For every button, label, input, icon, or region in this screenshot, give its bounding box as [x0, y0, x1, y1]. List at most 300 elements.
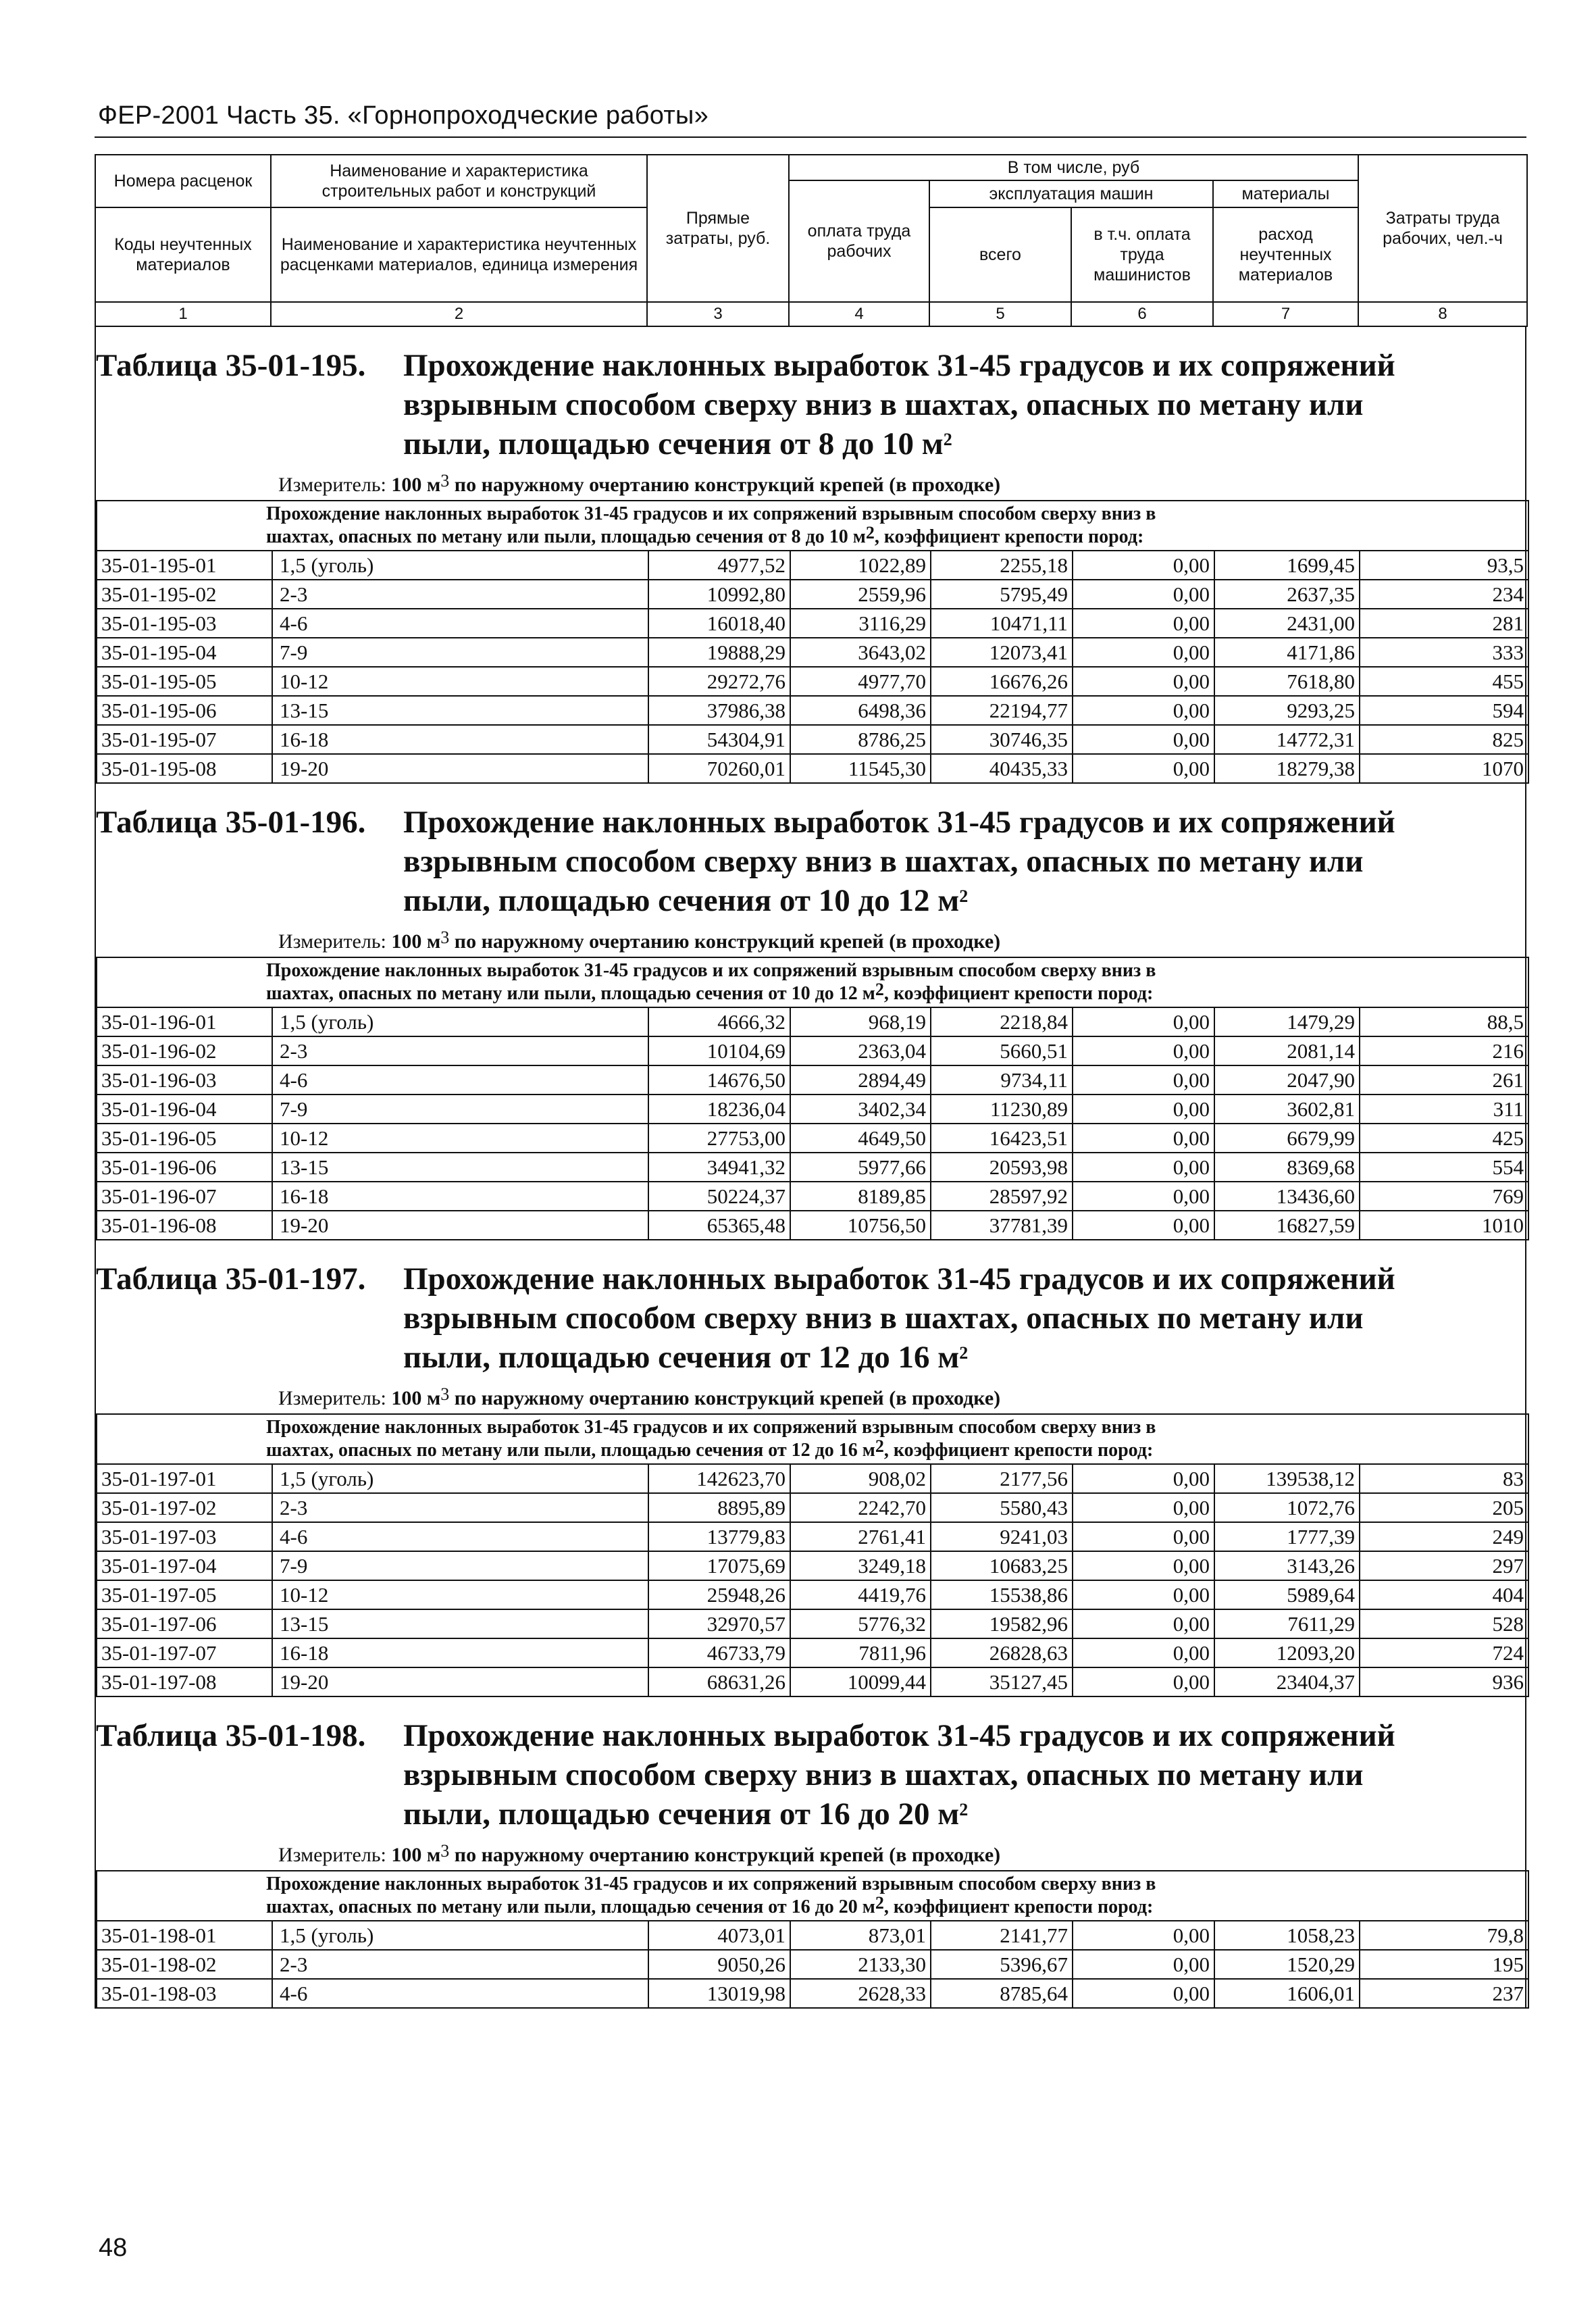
col3-header: Прямые затраты, руб.	[647, 155, 789, 302]
labor-wages: 2894,49	[790, 1065, 931, 1095]
work-description	[97, 957, 1528, 1007]
materials-costs: 4171,86	[1214, 638, 1360, 667]
title-line: пыли, площадью сечения от 16 до 20 м	[403, 1796, 960, 1832]
labor-wages: 7811,96	[790, 1638, 931, 1667]
meter-unit: 100 м	[391, 474, 441, 496]
table-row	[97, 1667, 1528, 1696]
work-parameter: 4-6	[272, 1065, 648, 1095]
labor-hours: 234	[1360, 580, 1528, 609]
table-row	[97, 1522, 1528, 1551]
labor-wages: 3249,18	[790, 1551, 931, 1580]
materials-costs: 13436,60	[1214, 1182, 1360, 1211]
labor-wages: 3402,34	[790, 1095, 931, 1124]
work-parameter: 19-20	[272, 1211, 648, 1240]
rate-code: 35-01-195-07	[97, 725, 272, 754]
description-superscript: 2	[875, 1436, 884, 1456]
rate-table-section	[95, 1697, 1526, 2009]
rate-code: 35-01-196-03	[97, 1065, 272, 1095]
rate-code: 35-01-198-03	[97, 1979, 272, 2008]
direct-costs: 34941,32	[648, 1153, 790, 1182]
work-parameter: 19-20	[272, 1667, 648, 1696]
labor-wages: 11545,30	[790, 754, 931, 783]
meter-superscript: 3	[440, 471, 450, 491]
meter-superscript: 3	[440, 1841, 450, 1861]
direct-costs: 142623,70	[648, 1464, 790, 1493]
table-row	[97, 1036, 1528, 1065]
materials-costs: 1072,76	[1214, 1493, 1360, 1522]
labor-wages: 968,19	[790, 1007, 931, 1036]
description-line: Прохождение наклонных выработок 31-45 градусов и их сопряжений взрывным способом сверху вниз в	[266, 1873, 1156, 1894]
rate-code: 35-01-198-02	[97, 1950, 272, 1979]
col-number: 6	[1071, 302, 1213, 326]
labor-wages: 6498,36	[790, 696, 931, 725]
table-row	[97, 1979, 1528, 2008]
machinist-wages: 0,00	[1073, 1493, 1214, 1522]
document-frame	[95, 154, 1526, 2009]
table-row	[97, 1153, 1528, 1182]
table-number: Таблица 35-01-196.	[96, 805, 366, 840]
table-row	[97, 725, 1528, 754]
table-number: Таблица 35-01-197.	[96, 1261, 366, 1297]
labor-wages: 1022,89	[790, 551, 931, 580]
machinist-wages: 0,00	[1073, 1007, 1214, 1036]
work-parameter: 4-6	[272, 1979, 648, 2008]
labor-hours: 297	[1360, 1551, 1528, 1580]
table-row	[97, 551, 1528, 580]
rate-code: 35-01-195-01	[97, 551, 272, 580]
labor-wages: 4977,70	[790, 667, 931, 696]
work-parameter: 4-6	[272, 609, 648, 638]
machinist-wages: 0,00	[1073, 1095, 1214, 1124]
labor-hours: 594	[1360, 696, 1528, 725]
table-row	[97, 1580, 1528, 1609]
title-line: взрывным способом сверху вниз в шахтах, опасных по метану или	[403, 1301, 1364, 1336]
materials-costs: 6679,99	[1214, 1124, 1360, 1153]
materials-costs: 1058,23	[1214, 1921, 1360, 1950]
labor-hours: 205	[1360, 1493, 1528, 1522]
machinist-wages: 0,00	[1073, 1522, 1214, 1551]
table-title	[96, 327, 1525, 470]
table-row	[97, 696, 1528, 725]
title-line: Прохождение наклонных выработок 31-45 градусов и их сопряжений	[403, 805, 1395, 840]
machine-costs: 15538,86	[931, 1580, 1073, 1609]
machinist-wages: 0,00	[1073, 1464, 1214, 1493]
rate-code: 35-01-197-03	[97, 1522, 272, 1551]
machinist-wages: 0,00	[1073, 754, 1214, 783]
meter-superscript: 3	[440, 1384, 450, 1404]
machinist-wages: 0,00	[1073, 1638, 1214, 1667]
machinist-wages: 0,00	[1073, 1609, 1214, 1638]
rate-table	[96, 500, 1529, 784]
work-parameter: 7-9	[272, 638, 648, 667]
meter-description: по наружному очертанию конструкций крепей (в проходке)	[454, 474, 1001, 496]
meter-unit: 100 м	[391, 1387, 441, 1409]
materials-costs: 16827,59	[1214, 1211, 1360, 1240]
labor-hours: 769	[1360, 1182, 1528, 1211]
rate-code: 35-01-196-08	[97, 1211, 272, 1240]
machine-costs: 19582,96	[931, 1609, 1073, 1638]
rate-code: 35-01-196-04	[97, 1095, 272, 1124]
labor-hours: 1070	[1360, 754, 1528, 783]
labor-hours: 237	[1360, 1979, 1528, 2008]
title-line: пыли, площадью сечения от 8 до 10 м	[403, 426, 944, 461]
table-row	[97, 1551, 1528, 1580]
table-row	[97, 1182, 1528, 1211]
direct-costs: 18236,04	[648, 1095, 790, 1124]
rate-code: 35-01-195-06	[97, 696, 272, 725]
col5-header: всего	[929, 207, 1071, 302]
work-parameter: 2-3	[272, 1036, 648, 1065]
meter-unit: 100 м	[391, 1844, 441, 1866]
meter-label: Измеритель:	[278, 1387, 386, 1409]
work-parameter: 13-15	[272, 1153, 648, 1182]
unit-of-measure	[96, 927, 1525, 957]
title-line: пыли, площадью сечения от 10 до 12 м	[403, 883, 960, 918]
materials-costs: 14772,31	[1214, 725, 1360, 754]
labor-wages: 908,02	[790, 1464, 931, 1493]
labor-wages: 10099,44	[790, 1667, 931, 1696]
direct-costs: 16018,40	[648, 609, 790, 638]
labor-wages: 5776,32	[790, 1609, 931, 1638]
machine-costs: 2177,56	[931, 1464, 1073, 1493]
table-row	[97, 1211, 1528, 1240]
labor-wages: 2133,30	[790, 1950, 931, 1979]
machine-costs: 8785,64	[931, 1979, 1073, 2008]
direct-costs: 68631,26	[648, 1667, 790, 1696]
materials-costs: 8369,68	[1214, 1153, 1360, 1182]
work-parameter: 1,5 (уголь)	[272, 551, 648, 580]
description-line: шахтах, опасных по метану или пыли, площадью сечения от 16 до 20 м	[266, 1896, 875, 1917]
title-line: взрывным способом сверху вниз в шахтах, опасных по метану или	[403, 387, 1364, 422]
direct-costs: 29272,76	[648, 667, 790, 696]
labor-hours: 333	[1360, 638, 1528, 667]
direct-costs: 37986,38	[648, 696, 790, 725]
direct-costs: 27753,00	[648, 1124, 790, 1153]
table-row	[97, 1065, 1528, 1095]
machine-costs: 16676,26	[931, 667, 1073, 696]
machine-costs: 40435,33	[931, 754, 1073, 783]
rate-code: 35-01-195-04	[97, 638, 272, 667]
rate-code: 35-01-198-01	[97, 1921, 272, 1950]
column-header-table	[95, 154, 1528, 327]
work-description	[97, 1414, 1528, 1464]
table-row	[97, 1950, 1528, 1979]
machine-costs: 9734,11	[931, 1065, 1073, 1095]
labor-wages: 873,01	[790, 1921, 931, 1950]
table-row	[97, 1609, 1528, 1638]
labor-hours: 936	[1360, 1667, 1528, 1696]
materials-costs: 1479,29	[1214, 1007, 1360, 1036]
labor-wages: 2242,70	[790, 1493, 931, 1522]
machinist-wages: 0,00	[1073, 1124, 1214, 1153]
description-line: Прохождение наклонных выработок 31-45 градусов и их сопряжений взрывным способом сверху вниз в	[266, 960, 1156, 981]
table-row	[97, 667, 1528, 696]
machine-costs: 37781,39	[931, 1211, 1073, 1240]
description-line: Прохождение наклонных выработок 31-45 градусов и их сопряжений взрывным способом сверху вниз в	[266, 503, 1156, 524]
materials-costs: 2637,35	[1214, 580, 1360, 609]
rate-code: 35-01-196-07	[97, 1182, 272, 1211]
meter-label: Измеритель:	[278, 1844, 386, 1866]
direct-costs: 13019,98	[648, 1979, 790, 2008]
machine-costs: 35127,45	[931, 1667, 1073, 1696]
rate-code: 35-01-196-05	[97, 1124, 272, 1153]
work-parameter: 2-3	[272, 1493, 648, 1522]
machinist-wages: 0,00	[1073, 1950, 1214, 1979]
labor-wages: 2559,96	[790, 580, 931, 609]
description-line: Прохождение наклонных выработок 31-45 градусов и их сопряжений взрывным способом сверху вниз в	[266, 1417, 1156, 1438]
table-number: Таблица 35-01-198.	[96, 1718, 366, 1753]
labor-wages: 10756,50	[790, 1211, 931, 1240]
direct-costs: 46733,79	[648, 1638, 790, 1667]
description-line-end: , коэффициент крепости пород:	[874, 526, 1144, 547]
table-row	[97, 1493, 1528, 1522]
rate-table-section	[95, 1240, 1526, 1697]
col-number: 1	[95, 302, 271, 326]
work-parameter: 4-6	[272, 1522, 648, 1551]
rate-code: 35-01-197-08	[97, 1667, 272, 1696]
title-line: взрывным способом сверху вниз в шахтах, опасных по метану или	[403, 1757, 1364, 1792]
table-row	[97, 1921, 1528, 1950]
machinist-wages: 0,00	[1073, 1036, 1214, 1065]
direct-costs: 9050,26	[648, 1950, 790, 1979]
unit-of-measure	[96, 1840, 1525, 1870]
work-parameter: 2-3	[272, 1950, 648, 1979]
description-superscript: 2	[865, 523, 875, 543]
work-parameter: 16-18	[272, 1638, 648, 1667]
direct-costs: 13779,83	[648, 1522, 790, 1551]
materials-costs: 7618,80	[1214, 667, 1360, 696]
direct-costs: 19888,29	[648, 638, 790, 667]
labor-hours: 528	[1360, 1609, 1528, 1638]
rate-code: 35-01-196-01	[97, 1007, 272, 1036]
meter-description: по наружному очертанию конструкций крепей (в проходке)	[454, 930, 1001, 953]
description-line: шахтах, опасных по метану или пыли, площадью сечения от 10 до 12 м	[266, 983, 875, 1004]
machinist-wages: 0,00	[1073, 551, 1214, 580]
machinist-wages: 0,00	[1073, 667, 1214, 696]
machine-costs: 9241,03	[931, 1522, 1073, 1551]
col2-top-header: Наименование и характеристика строительных работ и конструкций	[271, 155, 647, 207]
rate-table	[96, 1870, 1529, 2009]
table-row	[97, 1124, 1528, 1153]
machinist-wages: 0,00	[1073, 580, 1214, 609]
work-description	[97, 501, 1528, 551]
title-superscript: 2	[959, 1343, 969, 1363]
meter-label: Измеритель:	[278, 474, 386, 496]
col8-header: Затраты труда рабочих, чел.-ч	[1358, 155, 1527, 302]
rate-code: 35-01-197-01	[97, 1464, 272, 1493]
labor-hours: 825	[1360, 725, 1528, 754]
machinist-wages: 0,00	[1073, 1182, 1214, 1211]
machine-costs: 10683,25	[931, 1551, 1073, 1580]
work-parameter: 19-20	[272, 754, 648, 783]
labor-hours: 249	[1360, 1522, 1528, 1551]
work-parameter: 7-9	[272, 1551, 648, 1580]
header-rule	[95, 136, 1526, 138]
rate-code: 35-01-195-08	[97, 754, 272, 783]
col-number: 7	[1213, 302, 1358, 326]
materials-costs: 139538,12	[1214, 1464, 1360, 1493]
col-number: 5	[929, 302, 1071, 326]
meter-unit: 100 м	[391, 930, 441, 953]
materials-costs: 2081,14	[1214, 1036, 1360, 1065]
materials-costs: 1777,39	[1214, 1522, 1360, 1551]
machine-costs: 5660,51	[931, 1036, 1073, 1065]
labor-hours: 93,5	[1360, 551, 1528, 580]
col6-header: в т.ч. оплата труда машинистов	[1071, 207, 1213, 302]
table-title	[96, 784, 1525, 927]
labor-hours: 79,8	[1360, 1921, 1528, 1950]
materials-costs: 3602,81	[1214, 1095, 1360, 1124]
machinist-wages: 0,00	[1073, 696, 1214, 725]
col-number: 2	[271, 302, 647, 326]
rate-code: 35-01-197-04	[97, 1551, 272, 1580]
machinist-wages: 0,00	[1073, 1979, 1214, 2008]
machinist-wages: 0,00	[1073, 1065, 1214, 1095]
labor-wages: 4649,50	[790, 1124, 931, 1153]
meter-label: Измеритель:	[278, 930, 386, 953]
title-line: Прохождение наклонных выработок 31-45 градусов и их сопряжений	[403, 1718, 1395, 1753]
rate-table-section	[95, 327, 1526, 784]
materials-header: материалы	[1213, 180, 1358, 207]
table-row	[97, 1464, 1528, 1493]
title-superscript: 2	[959, 886, 969, 906]
direct-costs: 10104,69	[648, 1036, 790, 1065]
labor-hours: 281	[1360, 609, 1528, 638]
direct-costs: 4073,01	[648, 1921, 790, 1950]
rate-table-section	[95, 784, 1526, 1240]
machine-costs: 16423,51	[931, 1124, 1073, 1153]
running-title: ФЕР-2001 Часть 35. «Горнопроходческие работы»	[98, 101, 709, 130]
meter-description: по наружному очертанию конструкций крепей (в проходке)	[454, 1387, 1001, 1409]
labor-hours: 425	[1360, 1124, 1528, 1153]
labor-hours: 88,5	[1360, 1007, 1528, 1036]
rate-table	[96, 1413, 1529, 1697]
table-title	[96, 1240, 1525, 1384]
labor-wages: 5977,66	[790, 1153, 931, 1182]
work-parameter: 13-15	[272, 696, 648, 725]
materials-costs: 2431,00	[1214, 609, 1360, 638]
labor-wages: 4419,76	[790, 1580, 931, 1609]
machine-costs: 5795,49	[931, 580, 1073, 609]
machine-costs: 11230,89	[931, 1095, 1073, 1124]
col1-top-header: Номера расценок	[95, 155, 271, 207]
direct-costs: 65365,48	[648, 1211, 790, 1240]
col2-bottom-header: Наименование и характеристика неучтенных расценками материалов, единица измерения	[271, 207, 647, 302]
table-row	[97, 580, 1528, 609]
unit-of-measure	[96, 1384, 1525, 1413]
labor-wages: 2363,04	[790, 1036, 931, 1065]
work-parameter: 13-15	[272, 1609, 648, 1638]
labor-wages: 8189,85	[790, 1182, 931, 1211]
col-number: 4	[789, 302, 929, 326]
work-parameter: 10-12	[272, 667, 648, 696]
materials-costs: 1520,29	[1214, 1950, 1360, 1979]
table-row	[97, 1007, 1528, 1036]
materials-costs: 23404,37	[1214, 1667, 1360, 1696]
labor-wages: 2761,41	[790, 1522, 931, 1551]
machine-costs: 22194,77	[931, 696, 1073, 725]
col-number: 8	[1358, 302, 1527, 326]
direct-costs: 50224,37	[648, 1182, 790, 1211]
materials-costs: 1606,01	[1214, 1979, 1360, 2008]
work-parameter: 10-12	[272, 1580, 648, 1609]
direct-costs: 14676,50	[648, 1065, 790, 1095]
materials-costs: 2047,90	[1214, 1065, 1360, 1095]
table-row	[97, 609, 1528, 638]
col7-header: расход неучтенных материалов	[1213, 207, 1358, 302]
table-row	[97, 1095, 1528, 1124]
rate-code: 35-01-197-07	[97, 1638, 272, 1667]
col4-header: оплата труда рабочих	[789, 180, 929, 302]
machinist-wages: 0,00	[1073, 1580, 1214, 1609]
labor-wages: 3116,29	[790, 609, 931, 638]
work-parameter: 16-18	[272, 1182, 648, 1211]
machinist-wages: 0,00	[1073, 725, 1214, 754]
description-line-end: , коэффициент крепости пород:	[883, 1896, 1154, 1917]
machine-costs: 20593,98	[931, 1153, 1073, 1182]
rate-code: 35-01-195-05	[97, 667, 272, 696]
machinist-wages: 0,00	[1073, 1153, 1214, 1182]
direct-costs: 70260,01	[648, 754, 790, 783]
machine-costs: 2141,77	[931, 1921, 1073, 1950]
direct-costs: 25948,26	[648, 1580, 790, 1609]
machine-costs: 5396,67	[931, 1950, 1073, 1979]
title-line: взрывным способом сверху вниз в шахтах, опасных по метану или	[403, 844, 1364, 879]
labor-hours: 404	[1360, 1580, 1528, 1609]
rate-code: 35-01-197-02	[97, 1493, 272, 1522]
machine-costs: 12073,41	[931, 638, 1073, 667]
title-line: пыли, площадью сечения от 12 до 16 м	[403, 1340, 960, 1375]
group-header: В том числе, руб	[789, 155, 1358, 180]
description-line-end: , коэффициент крепости пород:	[883, 1440, 1154, 1461]
materials-costs: 9293,25	[1214, 696, 1360, 725]
col-number: 3	[647, 302, 789, 326]
machinist-wages: 0,00	[1073, 638, 1214, 667]
title-superscript: 2	[959, 1800, 969, 1819]
labor-wages: 3643,02	[790, 638, 931, 667]
col1-bottom-header: Коды неучтенных материалов	[95, 207, 271, 302]
table-title	[96, 1697, 1525, 1840]
direct-costs: 17075,69	[648, 1551, 790, 1580]
machine-costs: 26828,63	[931, 1638, 1073, 1667]
materials-costs: 1699,45	[1214, 551, 1360, 580]
materials-costs: 12093,20	[1214, 1638, 1360, 1667]
title-line: Прохождение наклонных выработок 31-45 градусов и их сопряжений	[403, 1261, 1395, 1297]
unit-of-measure	[96, 470, 1525, 500]
title-superscript: 2	[943, 430, 952, 449]
table-row	[97, 754, 1528, 783]
machinist-wages: 0,00	[1073, 1921, 1214, 1950]
labor-hours: 455	[1360, 667, 1528, 696]
rate-code: 35-01-195-02	[97, 580, 272, 609]
materials-costs: 7611,29	[1214, 1609, 1360, 1638]
table-number: Таблица 35-01-195.	[96, 348, 366, 383]
rate-code: 35-01-195-03	[97, 609, 272, 638]
title-line: Прохождение наклонных выработок 31-45 градусов и их сопряжений	[403, 348, 1395, 383]
rate-code: 35-01-197-05	[97, 1580, 272, 1609]
labor-wages: 8786,25	[790, 725, 931, 754]
machinist-wages: 0,00	[1073, 1667, 1214, 1696]
description-line: шахтах, опасных по метану или пыли, площадью сечения от 12 до 16 м	[266, 1440, 875, 1461]
machine-costs: 30746,35	[931, 725, 1073, 754]
rate-code: 35-01-197-06	[97, 1609, 272, 1638]
direct-costs: 4977,52	[648, 551, 790, 580]
work-parameter: 1,5 (уголь)	[272, 1007, 648, 1036]
machine-costs: 5580,43	[931, 1493, 1073, 1522]
rate-table	[96, 957, 1529, 1240]
rate-code: 35-01-196-02	[97, 1036, 272, 1065]
labor-hours: 554	[1360, 1153, 1528, 1182]
